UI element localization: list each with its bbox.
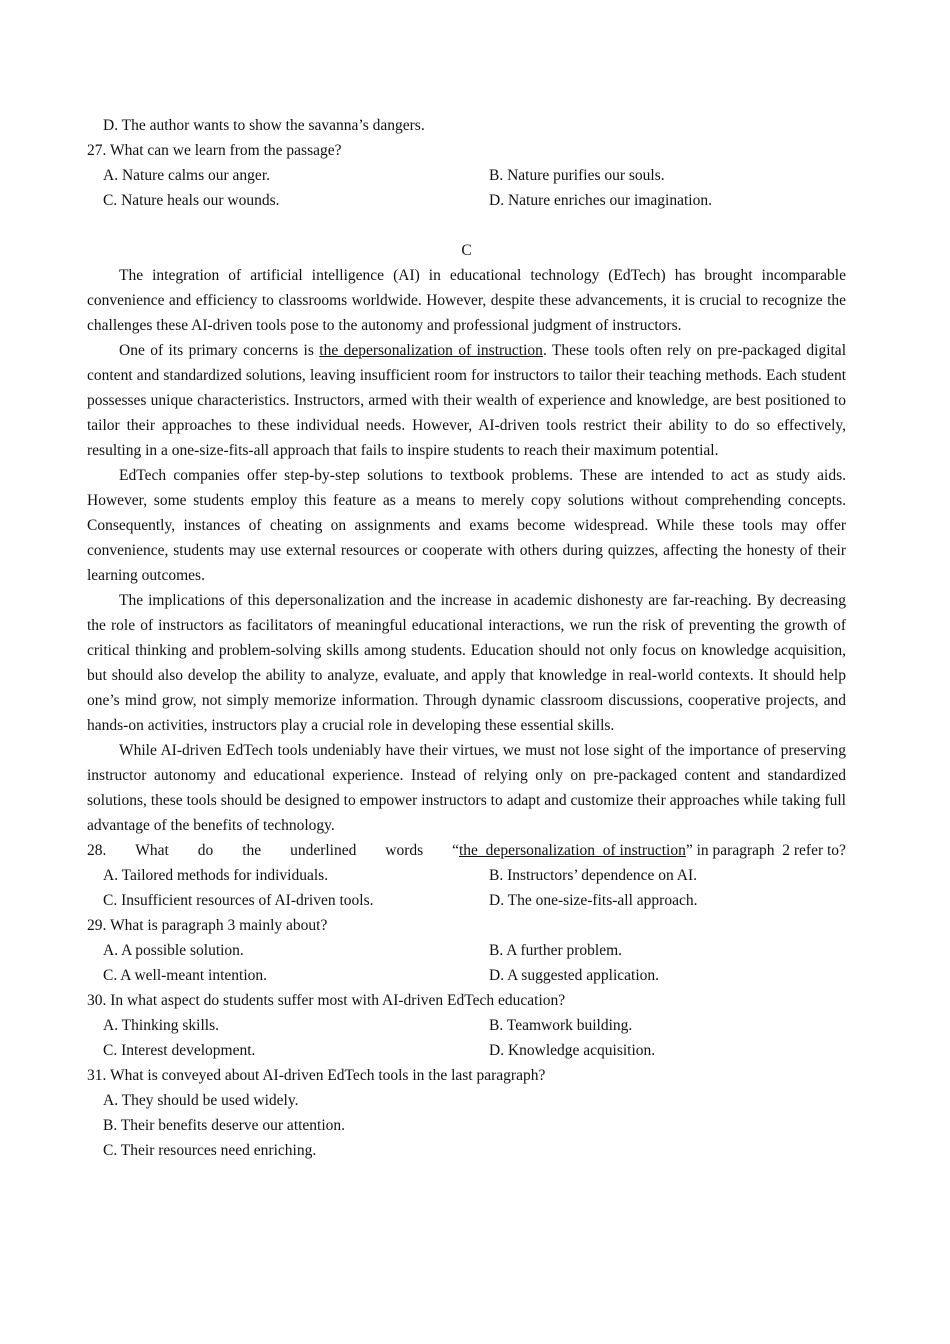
q28-word: What [135, 842, 169, 859]
paragraph-2-start: One of its primary concerns is [119, 342, 320, 359]
q28-options-row-2 [87, 888, 846, 913]
q27-option-b: B. Nature purifies our souls. [489, 167, 665, 184]
q28-stem [87, 838, 846, 863]
q28-quote-group [452, 838, 846, 863]
q27-option-d: D. Nature enriches our imagination. [489, 192, 712, 209]
q28-word: words [385, 842, 424, 859]
q29-option-b: B. A further problem. [489, 942, 623, 959]
q27-option-c: C. Nature heals our wounds. [103, 192, 280, 209]
q28-word: the [242, 842, 262, 859]
q29-option-c: C. A well-meant intention. [103, 967, 268, 984]
passage-heading: C [461, 242, 472, 259]
q28-option-b: B. Instructors’ dependence on AI. [489, 867, 698, 884]
q30-option-a: A. Thinking skills. [103, 1017, 219, 1034]
q29-option-a: A. A possible solution. [103, 942, 244, 959]
q30-options-row-2 [87, 1038, 846, 1063]
q29-stem: 29. What is paragraph 3 mainly about? [87, 917, 328, 934]
q29-option-d: D. A suggested application. [489, 967, 660, 984]
q30-option-c: C. Interest development. [103, 1042, 256, 1059]
q28-stem-tail: ” in paragraph 2 refer to? [685, 842, 846, 859]
spacer [87, 213, 846, 238]
q28-word: underlined [290, 842, 357, 859]
q28-option-a: A. Tailored methods for individuals. [103, 867, 329, 884]
paragraph-2-rest: . These tools often rely on pre-packaged digital content and standardized solutions, leaving insufficient room for instructors to tailor their teaching methods. Each student possesses unique characteristics. Instructors, armed with their wealth of experience and knowledge, are best positioned to tailor their approaches to these individual needs. However, AI-driven tools restrict their ability to do so effectively, resulting in a one-size-fits-all approach that fails to inspire students to reach their maximum potential. [87, 342, 846, 459]
paragraph-3: EdTech companies offer step-by-step solutions to textbook problems. These are intended to act as study aids. However, some students employ this feature as a means to merely copy solutions without comprehending concepts. Consequently, instances of cheating on assignments and exams become widespread. While these tools may offer convenience, students may use external resources or cooperate with others during quizzes, affecting the honesty of their learning outcomes. [87, 467, 846, 584]
q28-options-row-1 [87, 863, 846, 888]
q27-options-row-1 [87, 163, 846, 188]
q27-option-a: A. Nature calms our anger. [103, 167, 270, 184]
q28-option-c: C. Insufficient resources of AI-driven tools. [103, 892, 374, 909]
q28-open-quote: “ [452, 842, 459, 859]
q29-options-row-1 [87, 938, 846, 963]
q28-word: do [197, 842, 214, 859]
q31-option-c: C. Their resources need enriching. [103, 1142, 317, 1159]
underlined-phrase: the depersonalization of instruction [319, 342, 543, 359]
q30-options-row-1 [87, 1013, 846, 1038]
q30-stem: 30. In what aspect do students suffer most with AI-driven EdTech education? [87, 992, 566, 1009]
q30-option-d: D. Knowledge acquisition. [489, 1042, 656, 1059]
q30-option-b: B. Teamwork building. [489, 1017, 633, 1034]
paragraph-4: The implications of this depersonalization and the increase in academic dishonesty are far-reaching. By decreasing the role of instructors as facilitators of meaningful educational interactions, we run the risk of preventing the growth of critical thinking and problem-solving skills among students. Education should not only focus on knowledge acquisition, but should also develop the ability to analyze, evaluate, and apply that knowledge in real-world contexts. It should help one’s mind grow, not simply memorize information. Through dynamic classroom discussions, cooperative projects, and hands-on activities, instructors play a crucial role in developing these essential skills. [87, 592, 846, 734]
paragraph-5: While AI-driven EdTech tools undeniably have their virtues, we must not lose sight of the importance of preserving instructor autonomy and educational experience. Instead of relying only on pre-packaged content and standardized solutions, these tools should be designed to empower instructors to adapt and customize their approaches while taking full advantage of the benefits of technology. [87, 742, 846, 834]
q29-options-row-2 [87, 963, 846, 988]
q27-options-row-2 [87, 188, 846, 213]
q28-underlined-phrase: the depersonalization of instruction [459, 842, 686, 859]
q28-word: 28. [87, 842, 107, 859]
q31-stem: 31. What is conveyed about AI-driven EdTech tools in the last paragraph? [87, 1067, 546, 1084]
paragraph-1: The integration of artificial intelligence (AI) in educational technology (EdTech) has brought incomparable convenience and efficiency to classrooms worldwide. However, despite these advancements, it is crucial to recognize the challenges these AI-driven tools pose to the autonomy and professional judgment of instructors. [87, 267, 846, 334]
paragraph-2 [87, 338, 846, 463]
q27-stem: 27. What can we learn from the passage? [87, 142, 342, 159]
q31-option-a: A. They should be used widely. [103, 1092, 299, 1109]
q31-option-b: B. Their benefits deserve our attention. [103, 1117, 346, 1134]
q28-option-d: D. The one-size-fits-all approach. [489, 892, 698, 909]
q26-option-d: D. The author wants to show the savanna’s dangers. [103, 117, 425, 134]
exam-page [87, 113, 846, 1163]
